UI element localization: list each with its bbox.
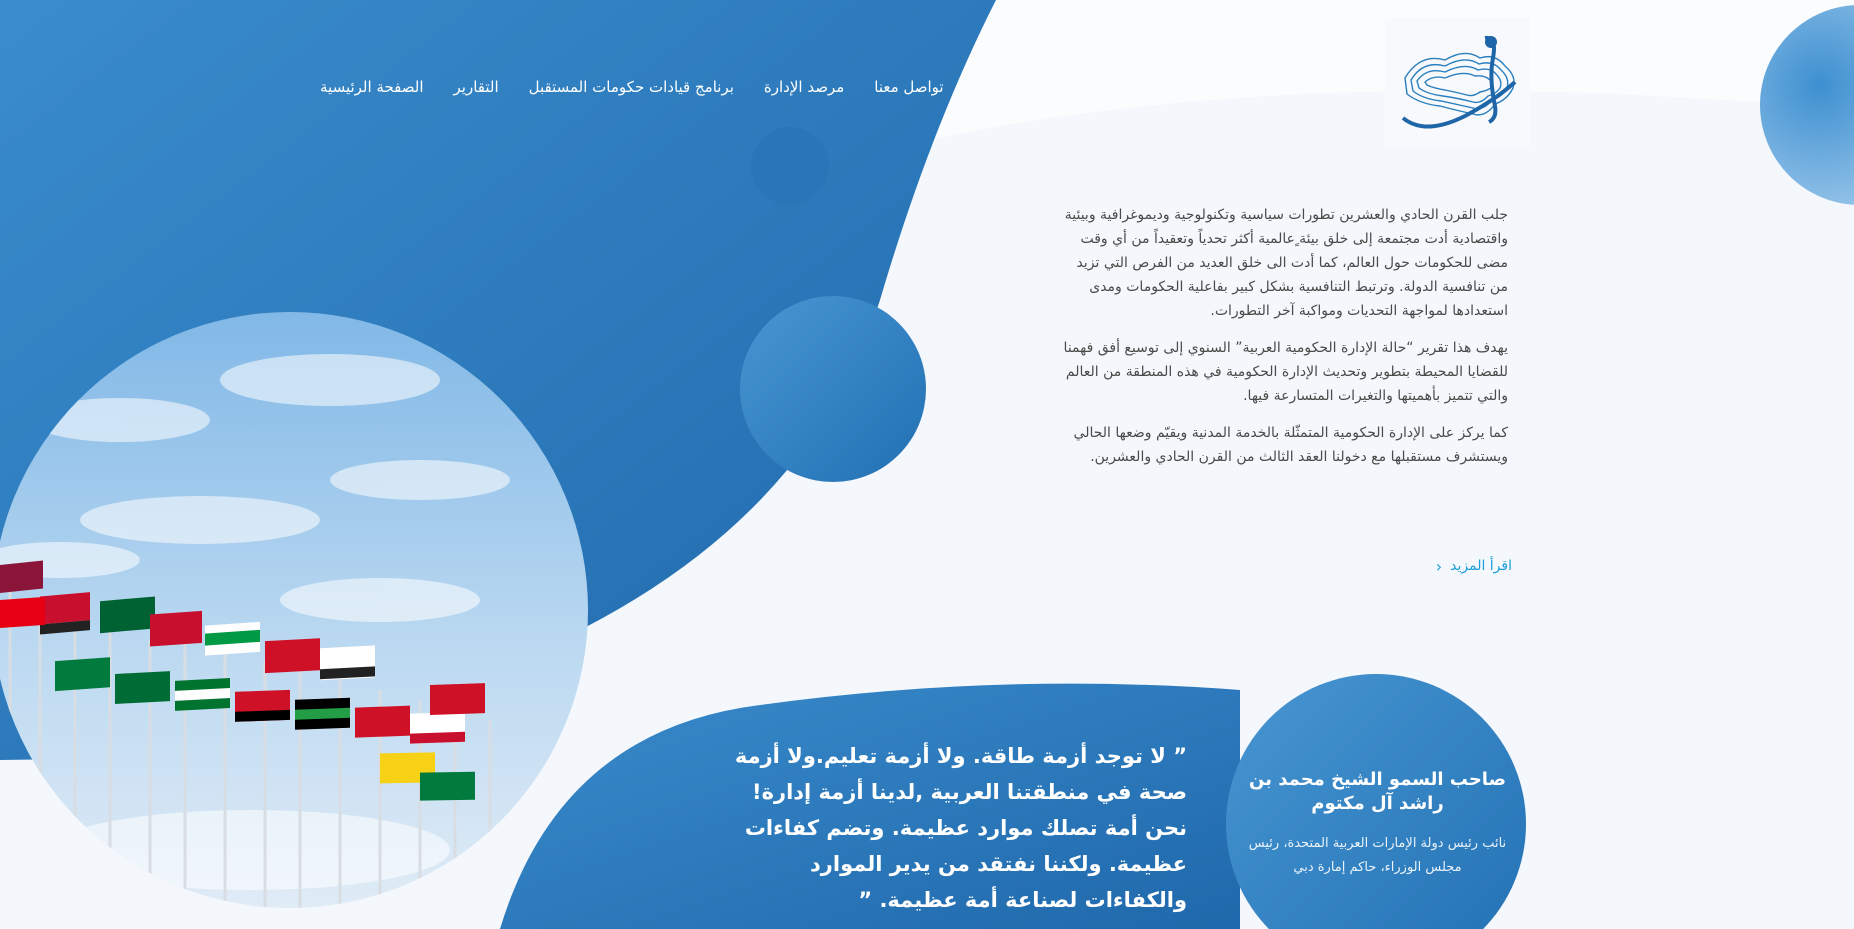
- intro-paragraph-1: جلب القرن الحادي والعشرين تطورات سياسية وتكنولوجية وديموغرافية وبيئية واقتصادية أدت مجتمعة إلى خلق بيئة ٍعالمية أكثر تحدياً وتعقيداً من أي وقت مضى للحكومات حول العالم، كما أدت الى خلق العديد من الفرص التي تزيد من تنافسية الدولة. وترتبط التنافسية بشكل كبير بفاعلية الحكومات ومدى استعدادها لمواجهة التحديات ومواكبة آخر التطورات.: [1064, 207, 1508, 319]
- nav-reports[interactable]: التقارير: [453, 78, 499, 96]
- nav-home[interactable]: الصفحة الرئيسية: [320, 78, 424, 96]
- read-more-link[interactable]: [1420, 556, 1512, 576]
- nav-contact[interactable]: تواصل معنا: [874, 78, 944, 96]
- read-more-label: اقرأ المزيد: [1450, 558, 1512, 574]
- nav-leadership-program[interactable]: برنامج قيادات حكومات المستقبل: [528, 78, 734, 96]
- chevron-left-icon: ‹: [1435, 556, 1443, 576]
- intro-paragraph-2: يهدف هذا تقرير “حالة الإدارة الحكومية العربية” السنوي إلى توسيع أفق فهمنا للقضايا المحيطة بتطوير وتحديث الإدارة الحكومية في هذه المنطقة من العالم والتي تتميز بأهميتها والتغيرات المتسارعة فيها.: [1063, 340, 1508, 404]
- main-nav: [320, 70, 960, 104]
- leader-quote: ” لا توجد أزمة طاقة. ولا أزمة تعليم.ولا أزمة صحة في منطقتنا العربية ,لدينا أزمة إدارة! نحن أمة تصلك موارد عظيمة. وتضم كفاءات عظيمة. ولكننا نفتقد من يدير الموارد والكفاءات لصناعة أمة عظيمة. ”: [734, 744, 1187, 912]
- person-title: نائب رئيس دولة الإمارات العربية المتحدة، رئيس مجلس الوزراء، حاكم إمارة دبي: [1248, 836, 1507, 875]
- bubble-small: [751, 127, 829, 205]
- arab-world-map-logo-icon[interactable]: [1385, 18, 1530, 148]
- person-name: صاحب السمو الشيخ محمد بن راشد آل مكتوم: [1249, 769, 1506, 814]
- nav-management-observatory[interactable]: مرصد الإدارة: [763, 78, 845, 96]
- intro-text: [1060, 203, 1508, 482]
- intro-paragraph-3: كما يركز على الإدارة الحكومية المتمثّلة بالخدمة المدنية ويقيّم وضعها الحالي ويستشرف مستقبلها مع دخولنا العقد الثالث من القرن الحادي والعشرين.: [1073, 425, 1508, 465]
- bubble-medium: [740, 296, 926, 482]
